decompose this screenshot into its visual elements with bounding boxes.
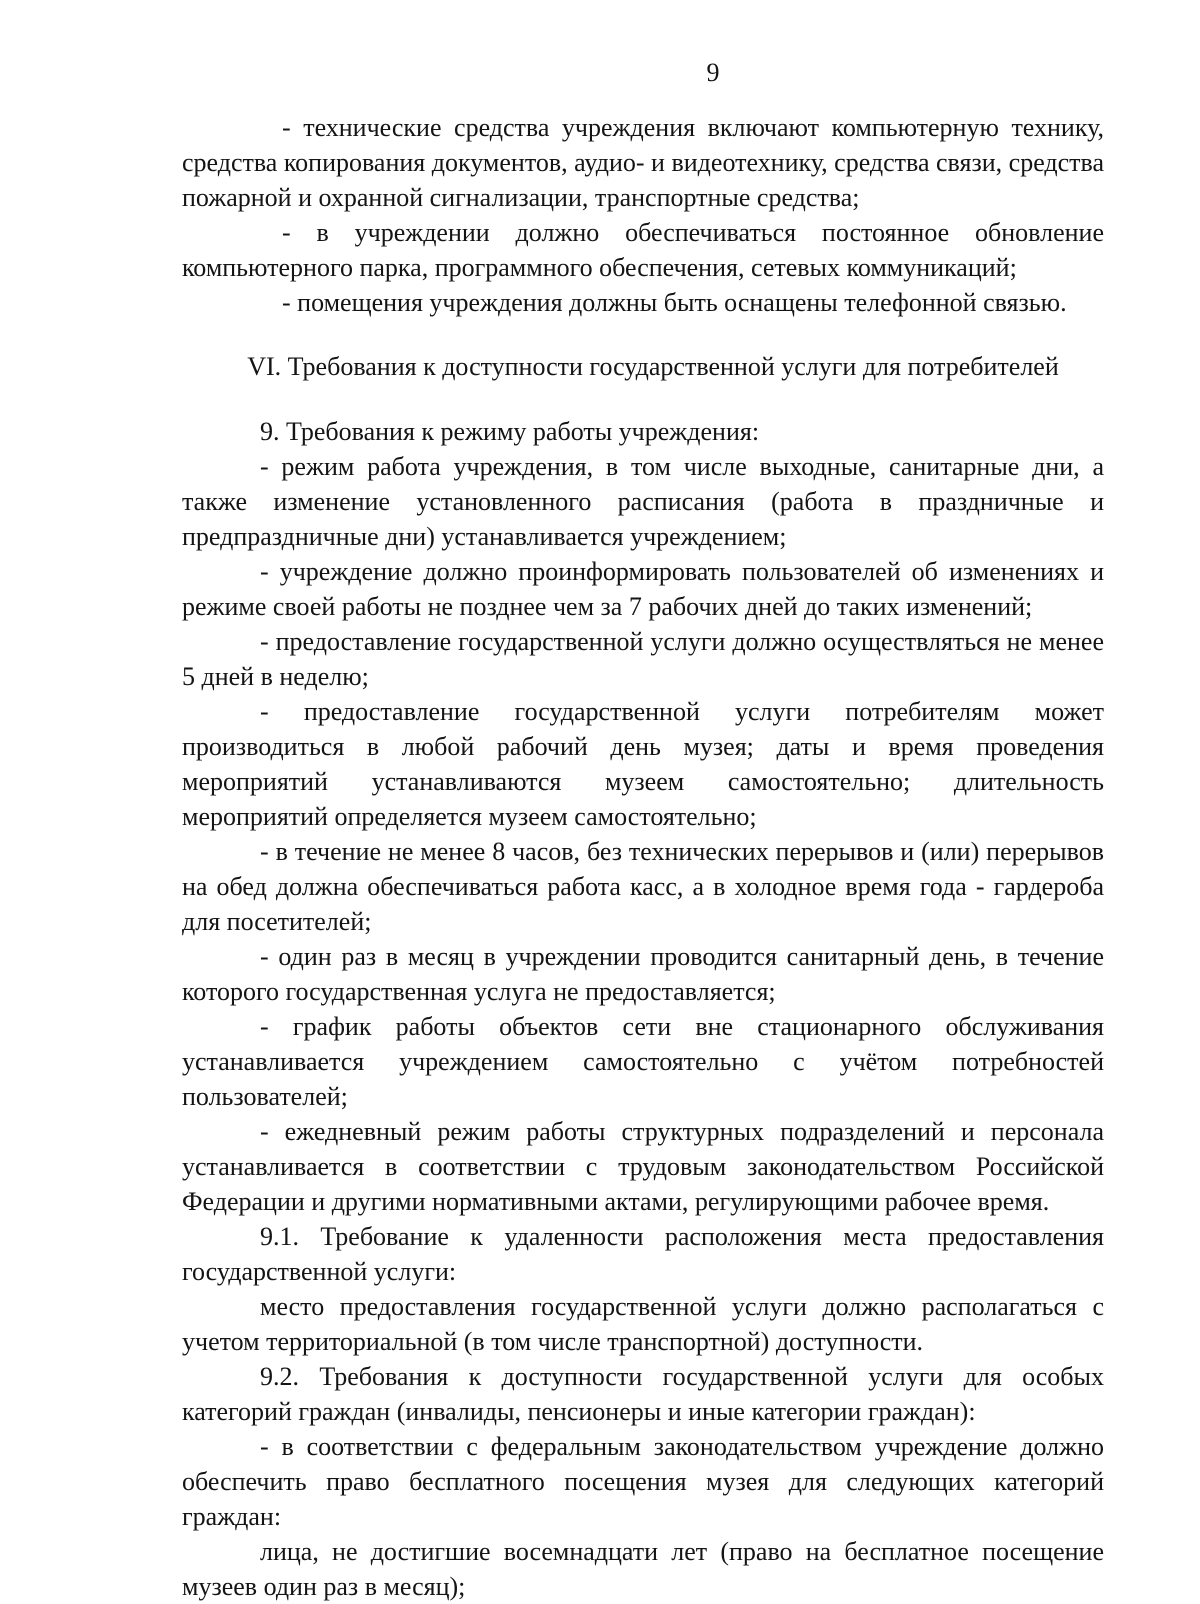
- paragraph-telephone: - помещения учреждения должны быть оснащены телефонной связью.: [282, 288, 1067, 317]
- paragraph-daily-mode: - ежедневный режим работы структурных подразделений и персонала устанавливается в соответствии с трудовым законодательством Российской Федерации и другими нормативными актами, регулирующими рабочее время.: [182, 1117, 1104, 1216]
- paragraph-schedule: - график работы объектов сети вне стационарного обслуживания устанавливается учреждением самостоятельно с учётом потребностей пользователей;: [182, 1012, 1104, 1111]
- main-list: [182, 414, 1104, 1604]
- paragraph-five-days: - предоставление государственной услуги должно осуществляться не менее 5 дней в неделю;: [182, 627, 1104, 691]
- paragraph-free-visit: - в соответствии с федеральным законодательством учреждение должно обеспечить право бесплатного посещения музея для следующих категорий граждан:: [182, 1432, 1104, 1531]
- paragraph-any-workday: - предоставление государственной услуги потребителям может производиться в любой рабочий день музея; даты и время проведения мероприятий устанавливаются музеем самостоятельно; длительность мероприятий определяется музеем самостоятельно;: [182, 697, 1104, 831]
- page-number: 9: [706, 58, 720, 87]
- paragraph-inform-users: - учреждение должно проинформировать пользователей об изменениях и режиме своей работы не позднее чем за 7 рабочих дней до таких изменений;: [182, 557, 1104, 621]
- paragraph-computer-update: - в учреждении должно обеспечиваться постоянное обновление компьютерного парка, программного обеспечения, сетевых коммуникаций;: [182, 218, 1104, 282]
- paragraph-sanitary-day: - один раз в месяц в учреждении проводится санитарный день, в течение которого государственная услуга не предоставляется;: [182, 942, 1104, 1006]
- paragraph-special-categories: 9.2. Требования к доступности государственной услуги для особых категорий граждан (инвалиды, пенсионеры и иные категории граждан):: [182, 1362, 1104, 1426]
- top-list: [182, 110, 1104, 320]
- paragraph-minors: лица, не достигшие восемнадцати лет (право на бесплатное посещение музеев один раз в месяц);: [182, 1537, 1104, 1601]
- paragraph-work-mode-title: 9. Требования к режиму работы учреждения:: [260, 417, 760, 446]
- section-heading: VI. Требования к доступности государственной услуги для потребителей: [247, 352, 1059, 381]
- paragraph-cash-desks: - в течение не менее 8 часов, без технических перерывов и (или) перерывов на обед должна обеспечиваться работа касс, а в холодное время года - гардероба для посетителей;: [182, 837, 1104, 936]
- paragraph-work-mode: - режим работа учреждения, в том числе выходные, санитарные дни, а также изменение установленного расписания (работа в праздничные и предпраздничные дни) устанавливается учреждением;: [182, 452, 1104, 551]
- paragraph-distance: место предоставления государственной услуги должно располагаться с учетом территориальной (в том числе транспортной) доступности.: [182, 1292, 1104, 1356]
- paragraph-distance-title: 9.1. Требование к удаленности расположения места предоставления государственной услуги:: [182, 1222, 1104, 1286]
- paragraph-technical-means: - технические средства учреждения включают компьютерную технику, средства копирования документов, аудио- и видеотехнику, средства связи, средства пожарной и охранной сигнализации, транспортные средства;: [182, 113, 1104, 212]
